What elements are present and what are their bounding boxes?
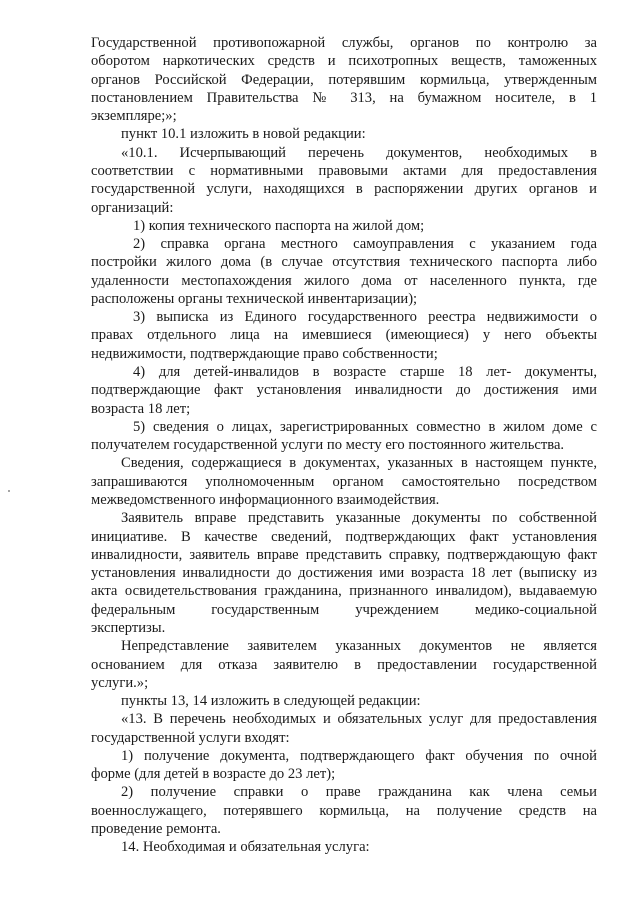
text-line: Заявитель вправе представить указанные документы по собственной bbox=[121, 510, 597, 527]
text-line: «13. В перечень необходимых и обязательных услуг для предоставления bbox=[121, 711, 597, 728]
text-line: пункты 13, 14 изложить в следующей редакции: bbox=[121, 693, 421, 710]
text-line: Непредставление заявителем указанных документов не является bbox=[121, 638, 597, 655]
scan-speck bbox=[8, 490, 10, 492]
text-line: пункт 10.1 изложить в новой редакции: bbox=[121, 126, 366, 143]
text-line: подтверждающие факт установления инвалидности до достижения ими bbox=[91, 382, 597, 399]
text-line: постройки жилого дома (в случае отсутствия технического паспорта либо bbox=[91, 254, 597, 271]
text-line: государственной услуги входят: bbox=[91, 729, 290, 746]
text-line: проведение ремонта. bbox=[91, 821, 221, 838]
text-line: государственной услуги, находящихся в распоряжении других органов и bbox=[91, 181, 597, 198]
text-line: межведомственного информационного взаимодействия. bbox=[91, 492, 440, 508]
text-line: акта освидетельствования гражданина, признанного инвалидом), выдаваемую bbox=[91, 583, 597, 600]
text-line: инициативе. В качестве сведений, подтверждающих факт установления bbox=[91, 528, 597, 545]
text-line: 3) выписка из Единого государственного реестра недвижимости о bbox=[133, 309, 597, 326]
text-line: 14. Необходимая и обязательная услуга: bbox=[121, 839, 370, 856]
text-line: правах отдельного лица на имевшиеся (имеющиеся) у него объекты bbox=[91, 327, 597, 344]
text-line: организаций: bbox=[91, 199, 174, 216]
text-line: 1) копия технического паспорта на жилой дом; bbox=[133, 217, 425, 234]
text-line: расположены органы технической инвентаризации); bbox=[91, 290, 418, 307]
text-line: инвалидности, заявитель вправе представить справку, подтверждающую факт bbox=[91, 546, 597, 563]
text-line: «10.1. Исчерпывающий перечень документов, необходимых в bbox=[121, 144, 597, 161]
text-line: запрашиваются уполномоченным органом самостоятельно посредством bbox=[91, 473, 597, 490]
text-line: Сведения, содержащиеся в документах, указанных в настоящем пункте, bbox=[121, 455, 597, 472]
text-line: услуги.»; bbox=[91, 674, 149, 691]
text-line: военнослужащего, потерявшего кормильца, на получение средств на bbox=[91, 802, 597, 819]
text-line: возраста 18 лет; bbox=[91, 400, 191, 417]
text-line: основанием для отказа заявителю в предоставлении государственной bbox=[91, 656, 597, 673]
text-line: оборотом наркотических средств и психотропных веществ, таможенных bbox=[91, 53, 597, 70]
text-line: органов Российской Федерации, потерявшим кормильца, утвержденным bbox=[91, 71, 597, 88]
text-line: удаленности местопахождения жилого дома от населенного пункта, где bbox=[91, 272, 597, 289]
text-line: 2) справка органа местного самоуправления с указанием года bbox=[133, 236, 597, 253]
text-line: постановлением Правительства № 313, на бумажном носителе, в 1 bbox=[91, 89, 597, 106]
text-line: экземпляре;»; bbox=[91, 108, 177, 125]
text-line: форме (для детей в возрасте до 23 лет); bbox=[91, 766, 336, 783]
text-line: 1) получение документа, подтверждающего факт обучения по очной bbox=[121, 747, 597, 764]
text-line: экспертизы. bbox=[91, 619, 166, 636]
text-line: Государственной противопожарной службы, органов по контролю за bbox=[91, 35, 597, 51]
text-line: получателем государственной услуги по месту его постоянного жительства. bbox=[91, 437, 565, 454]
text-line: соответствии с нормативными правовыми актами для предоставления bbox=[91, 162, 597, 179]
text-line: 2) получение справки о праве гражданина как члена семьи bbox=[121, 784, 597, 801]
text-line: недвижимости, подтверждающие право собственности; bbox=[91, 345, 438, 362]
text-line: 4) для детей-инвалидов в возрасте старше 18 лет- документы, bbox=[133, 364, 597, 381]
text-line: 5) сведения о лицах, зарегистрированных совместно в жилом доме с bbox=[133, 418, 597, 435]
text-line: установления инвалидности до достижения ими возраста 18 лет (выписку из bbox=[91, 565, 597, 582]
text-line: федеральным государственным учреждением медико-социальной bbox=[91, 601, 597, 618]
